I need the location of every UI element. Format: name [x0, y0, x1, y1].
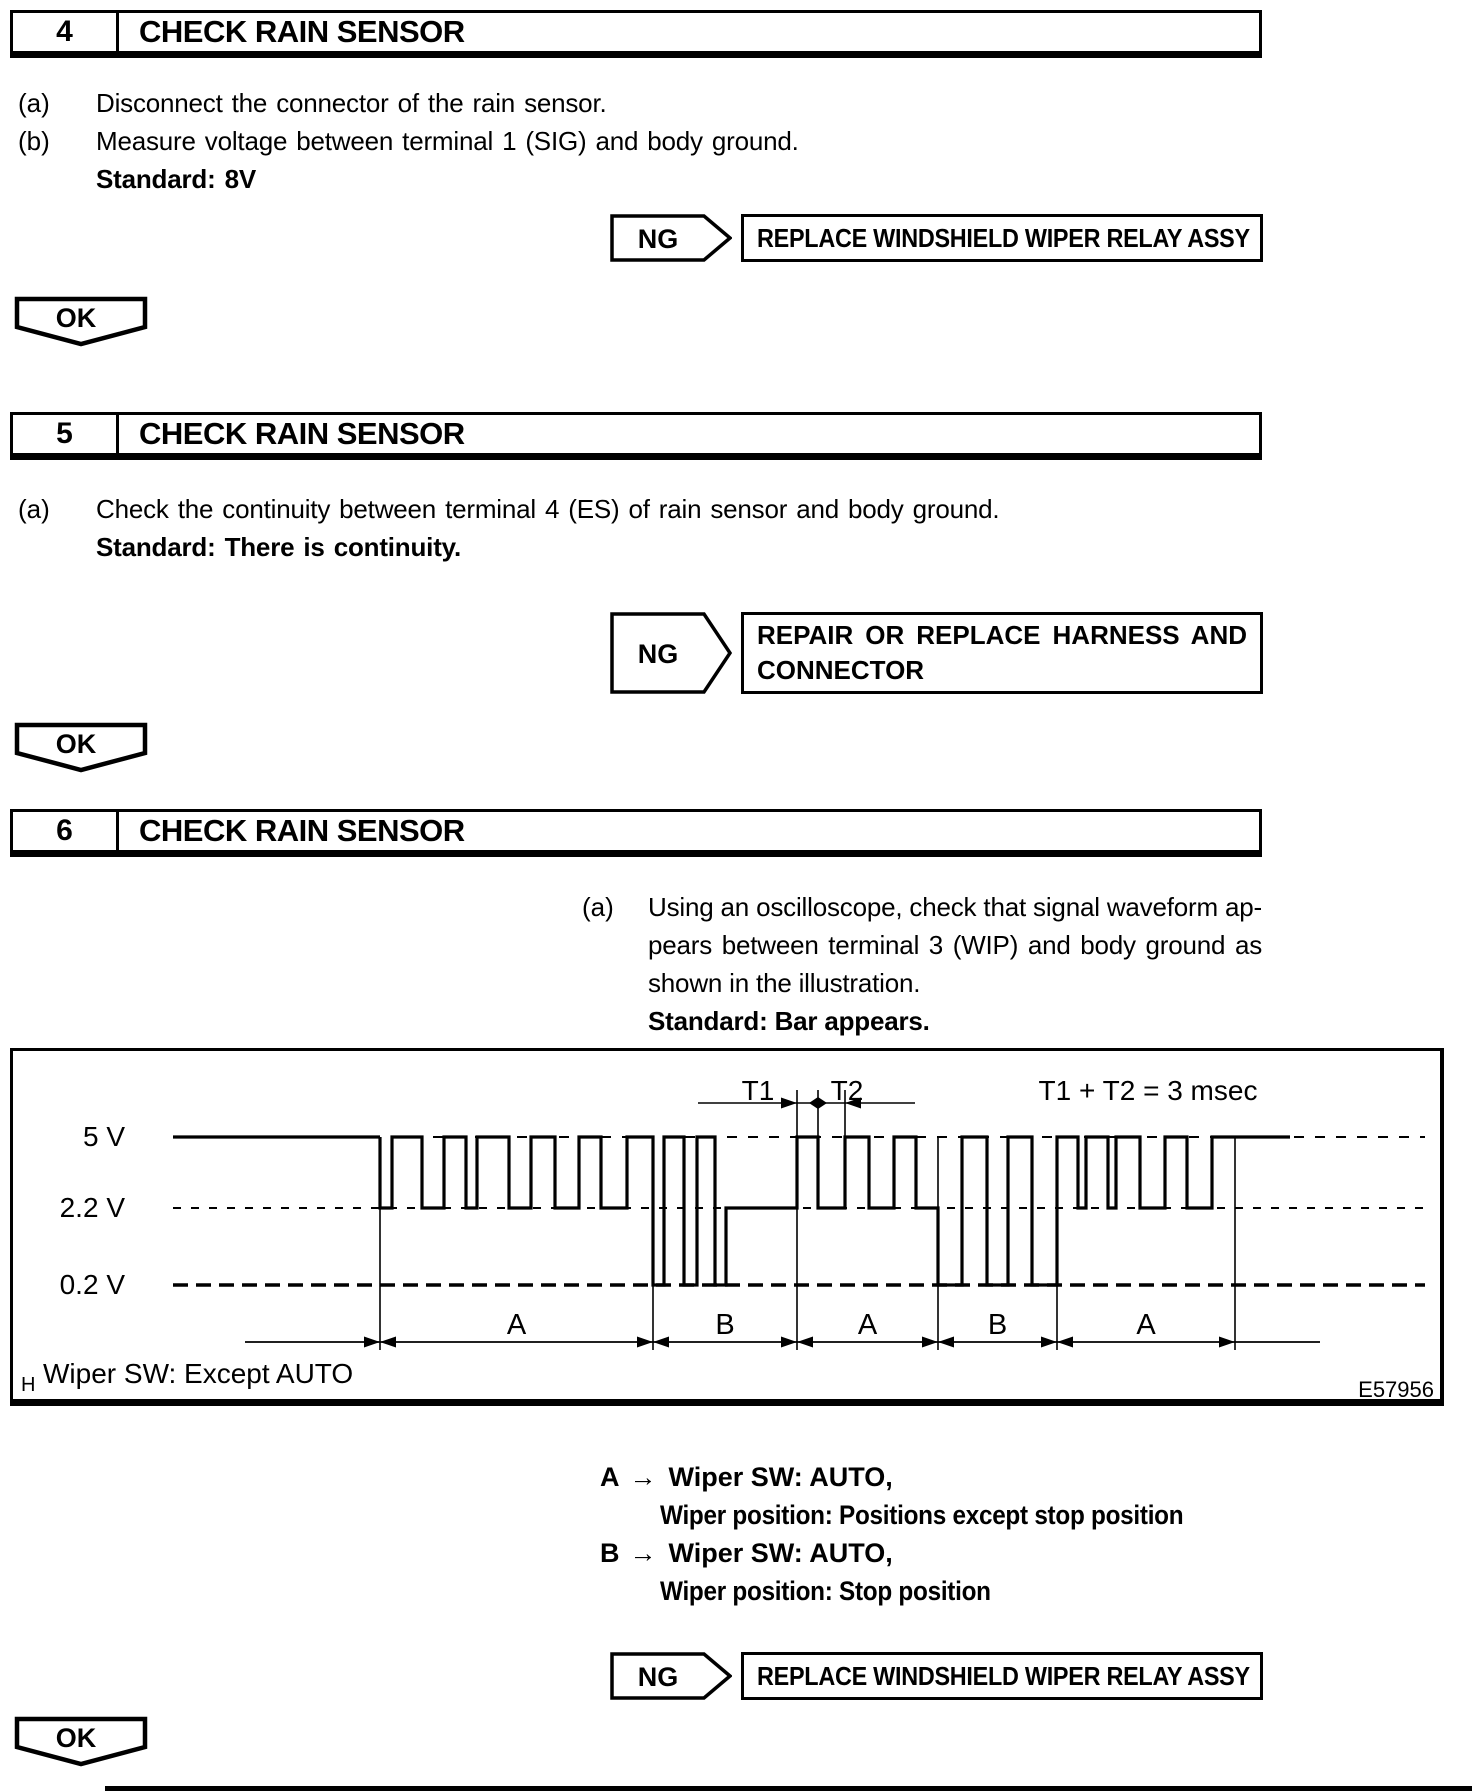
t2-label: T2	[830, 1075, 864, 1106]
region-label: A	[857, 1309, 878, 1341]
ok-label: OK	[55, 1723, 97, 1753]
step-6-header	[10, 809, 1262, 857]
standard-line	[10, 528, 1262, 566]
step-4-header	[10, 10, 1262, 58]
instruction-item	[10, 84, 1262, 122]
ng-banner-step-4	[610, 214, 1263, 262]
legend-key: A	[600, 1462, 620, 1492]
ok-badge-step-6	[14, 1716, 148, 1768]
arrowhead-icon	[781, 1337, 797, 1348]
ng-pentagon-icon	[610, 1652, 732, 1700]
legend-item-b-detail	[600, 1572, 1241, 1610]
arrowhead-icon	[938, 1337, 954, 1348]
legend-item-a	[600, 1458, 1241, 1496]
right-arrow-icon: →	[629, 1462, 657, 1492]
legend-text: Wiper SW: AUTO,	[668, 1538, 893, 1568]
standard-line	[10, 160, 1262, 198]
item-label: (a)	[582, 892, 614, 922]
step-5-header	[10, 412, 1262, 460]
legend-text: Wiper position: Stop position	[660, 1576, 991, 1606]
corner-mark: H	[21, 1374, 36, 1396]
ng-label: NG	[637, 1662, 679, 1692]
arrowhead-icon	[1219, 1337, 1235, 1348]
instruction-item	[10, 122, 1262, 160]
item-label: (b)	[18, 126, 50, 156]
item-label: (a)	[18, 88, 50, 118]
waveform-legend	[600, 1458, 1241, 1610]
ok-badge-step-5	[14, 722, 148, 774]
ng-pentagon-icon	[610, 612, 732, 694]
waveform-figure	[10, 1048, 1444, 1406]
ng-label: NG	[637, 224, 679, 254]
step-number: 4	[13, 13, 119, 51]
arrowhead-icon	[922, 1337, 938, 1348]
arrowhead-icon	[797, 1337, 813, 1348]
region-label: B	[715, 1309, 735, 1341]
standard-text: Standard: Bar appears.	[648, 1006, 930, 1036]
voltage-label-0-2v: 0.2 V	[59, 1269, 125, 1300]
step-title: CHECK RAIN SENSOR	[139, 813, 465, 848]
signal-waveform-path	[380, 1137, 1290, 1285]
ng-action-box	[741, 214, 1263, 262]
voltage-label-5v: 5 V	[82, 1121, 125, 1152]
step-title: CHECK RAIN SENSOR	[139, 14, 465, 49]
step-number: 6	[13, 812, 119, 850]
ng-action-box	[741, 612, 1263, 694]
step-number: 5	[13, 415, 119, 453]
arrowhead-icon	[1057, 1337, 1073, 1348]
region-label: B	[987, 1309, 1008, 1341]
paragraph-line: shown in the illustration.	[648, 968, 921, 998]
figure-code: E57956	[1358, 1377, 1434, 1402]
region-label: A	[506, 1309, 527, 1341]
arrowhead-icon	[364, 1337, 380, 1348]
arrowhead-icon	[653, 1337, 669, 1348]
voltage-label-2-2v: 2.2 V	[59, 1192, 125, 1223]
standard-text: Standard: 8V	[96, 164, 256, 194]
ng-banner-step-6	[610, 1652, 1263, 1700]
arrowhead-icon	[637, 1337, 653, 1348]
item-label: (a)	[18, 494, 50, 524]
ok-badge-step-4	[14, 296, 148, 348]
paragraph-line: Using an oscilloscope, check that signal waveform ap-	[648, 892, 1262, 922]
ng-pentagon-icon	[610, 214, 732, 262]
ok-label: OK	[55, 303, 97, 333]
page-bottom-rule	[105, 1786, 1472, 1791]
item-label-spacer	[10, 160, 96, 198]
right-arrow-icon: →	[629, 1538, 657, 1568]
legend-text: Wiper position: Positions except stop position	[660, 1500, 1184, 1530]
step-5-body	[10, 490, 1262, 566]
arrowhead-icon	[1041, 1337, 1057, 1348]
legend-text: Wiper SW: AUTO,	[668, 1462, 893, 1492]
step-4-body	[10, 84, 1262, 198]
legend-item-b	[600, 1534, 1241, 1572]
item-text: Check the continuity between terminal 4 (ES) of rain sensor and body ground.	[96, 494, 1000, 524]
tdim-diamond-icon	[809, 1097, 827, 1109]
region-label: A	[1136, 1309, 1156, 1341]
arrowhead-icon	[781, 1098, 797, 1109]
legend-key: B	[600, 1538, 620, 1568]
t1-t2-formula: T1 + T2 = 3 msec	[1038, 1075, 1258, 1106]
t1-label: T1	[741, 1075, 775, 1106]
arrowhead-icon	[380, 1337, 396, 1348]
ng-action-box	[741, 1652, 1263, 1700]
ng-action-text: REPLACE WINDSHIELD WIPER RELAY ASSY	[757, 222, 1250, 253]
step-6-body	[648, 888, 1262, 1040]
figure-caption: Wiper SW: Except AUTO	[43, 1358, 354, 1389]
ng-action-text-line2: CONNECTOR	[757, 655, 925, 685]
instruction-item	[10, 490, 1262, 528]
ng-label: NG	[637, 639, 679, 669]
item-text: Disconnect the connector of the rain sensor.	[96, 88, 607, 118]
item-text: Measure voltage between terminal 1 (SIG) and body ground.	[96, 126, 799, 156]
standard-text: Standard: There is continuity.	[96, 532, 462, 562]
step-title: CHECK RAIN SENSOR	[139, 416, 465, 451]
ok-label: OK	[55, 729, 97, 759]
paragraph-line: pears between terminal 3 (WIP) and body ground as	[648, 930, 1262, 960]
item-label-spacer	[10, 528, 96, 566]
ng-banner-step-5	[610, 612, 1263, 694]
ng-action-text-line1: REPAIR OR REPLACE HARNESS AND	[757, 620, 1247, 650]
ng-action-text: REPLACE WINDSHIELD WIPER RELAY ASSY	[757, 1660, 1250, 1691]
legend-item-a-detail	[600, 1496, 1241, 1534]
